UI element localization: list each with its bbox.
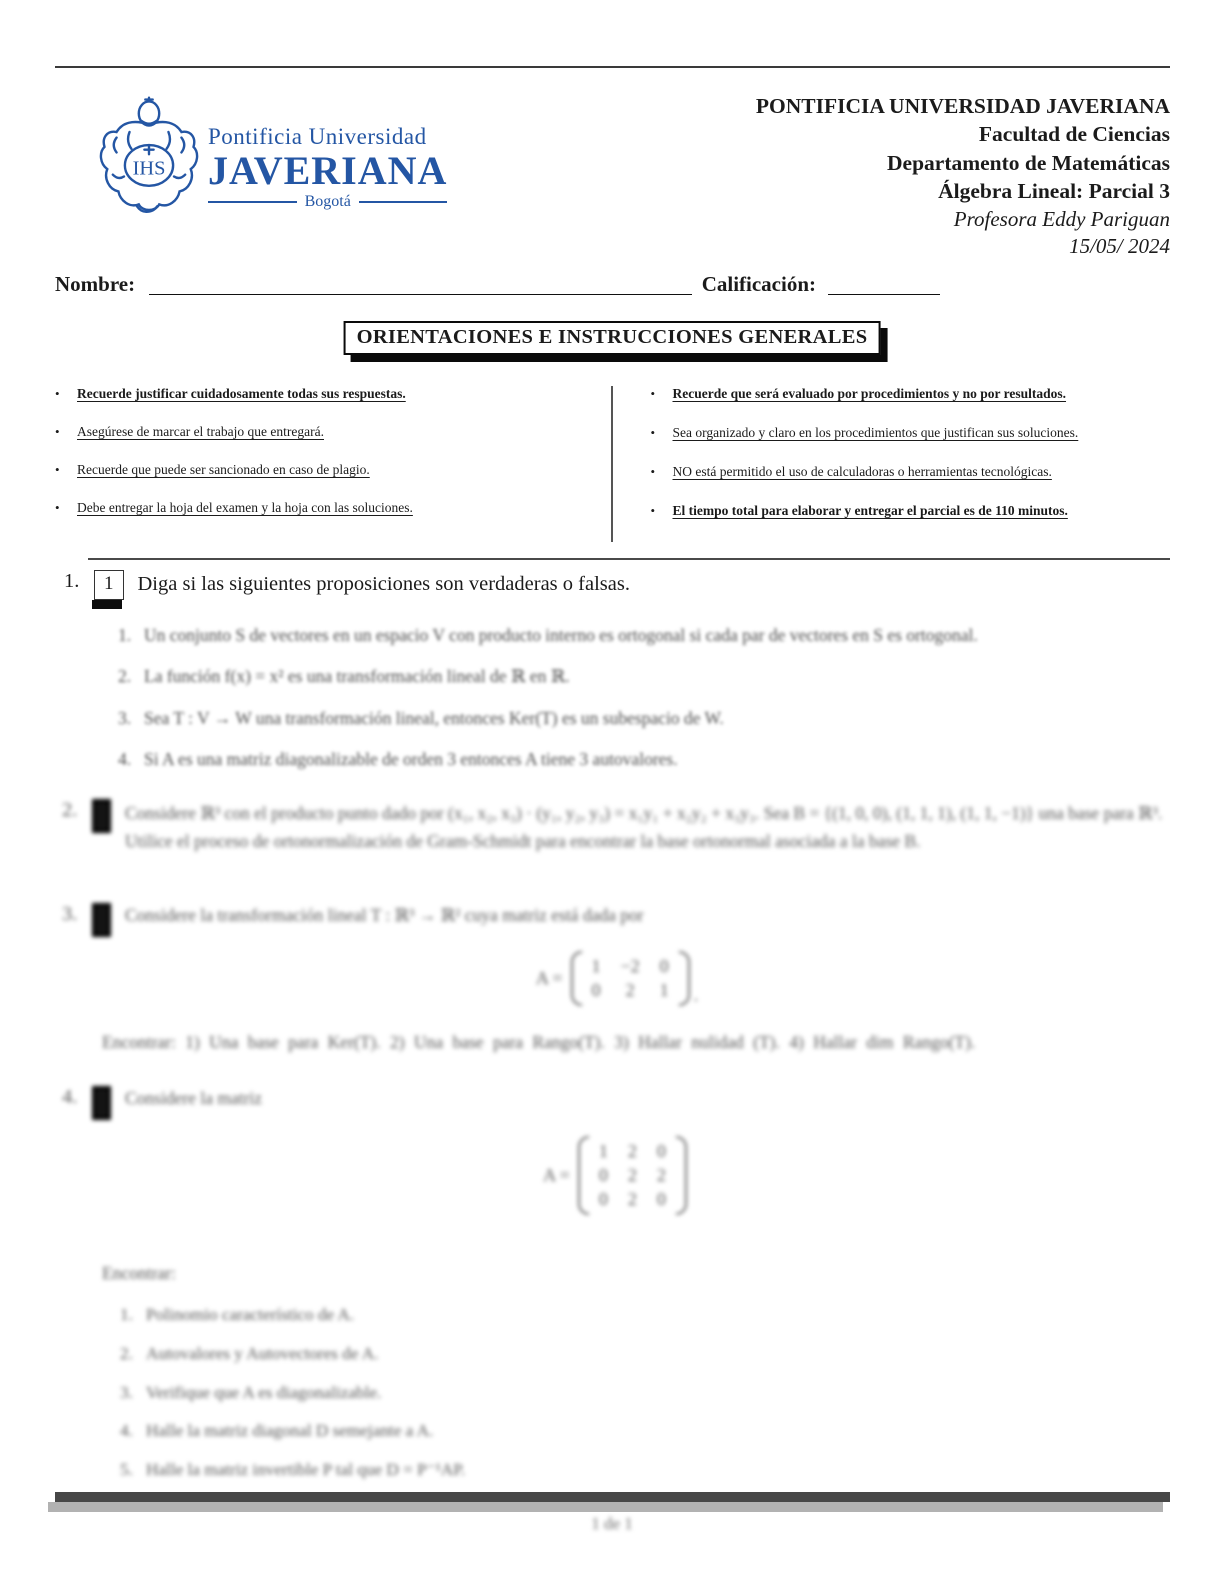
list-item [120,1380,1172,1406]
department-name: Departamento de Matemáticas [887,150,1170,175]
logo-rule-right [359,201,448,203]
matrix-cell: 0 [598,1165,608,1185]
right-paren-icon [679,951,690,1006]
item-number: 4. [118,748,132,769]
question-number: 4. [62,1086,78,1108]
list-item [118,746,1166,772]
points-box [92,799,111,833]
points-box [92,903,111,937]
instructions-right-column [613,386,1171,542]
item-number: 1. [118,625,132,645]
question-text: Considere ℝ³ con el producto punto dado por (x₁, x₂, x₃) · (y₁, y₂, y₃) = x₁y₁ + x₂y₂ + x₃y₃. Sea B = {(1, 0, 0), (1, 1, 1), (1, 1, −1)} una base para ℝ³. Utilice el proceso de ortonormalización de Gram-Schmidt para encontrar la base ortonormal asociada a la base B. [125,803,1163,852]
bullet-icon: • [55,461,60,477]
instruction-item [55,500,583,517]
question-text: Considere la transformación lineal T : ℝ³ → ℝ² cuya matriz está dada por [125,905,644,925]
matrix-cell: 0 [598,1189,608,1209]
matrix-cell: 2 [656,1165,666,1185]
item-text: La función f(x) = x² es una transformación lineal de ℝ en ℝ. [144,666,570,687]
left-paren-icon [578,1136,589,1215]
logo-city: Bogotá [304,193,351,210]
instruction-text: Asegúrese de marcar el trabajo que entregará. [77,423,324,439]
points-box [94,570,124,600]
page-number: 1 de 1 [591,1514,633,1533]
item-number: 1. [120,1305,133,1324]
list-item [120,1418,1172,1444]
instructions-section [55,386,1170,542]
question-number: 3. [62,903,78,925]
list-item [120,1302,1172,1328]
item-text: Halle la matriz diagonal D semejante a A. [146,1421,434,1441]
list-item [118,705,1166,731]
list-item [118,622,1166,648]
question-4-items [120,1302,1172,1483]
item-number: 2. [120,1343,133,1363]
header [55,88,1170,261]
item-text: Sea T : V → W una transformación lineal, entonces Ker(T) es un subespacio de W. [144,707,724,728]
bullet-icon: • [55,499,60,515]
ink-smudge [92,600,122,609]
item-text: Autovalores y Autovectores de A. [146,1343,379,1363]
instruction-text: Recuerde que será evaluado por procedimientos y no por resultados. [672,386,1067,401]
matrix-cell: 0 [591,980,601,1000]
logo-monogram: IHS [132,157,166,180]
grade-label: Calificación: [701,272,816,296]
javeriana-crest-icon [98,96,200,220]
question-number: 1. [64,570,80,592]
logo-rule-left [208,201,297,203]
right-paren-icon [676,1136,687,1215]
question-1-items [118,622,1166,787]
left-paren-icon [571,951,582,1006]
item-text: Si A es una matriz diagonalizable de orden 3 entonces A tiene 3 autovalores. [144,748,678,769]
bullet-icon: • [650,386,656,401]
matrix-label: A = [543,1165,570,1185]
item-number: 2. [118,666,132,687]
bullet-icon: • [650,463,656,479]
instruction-text: NO está permitido el uso de calculadoras o herramientas tecnológicas. [672,463,1052,479]
name-blank-line [149,270,692,295]
exam-date: 15/05/ 2024 [1069,234,1170,259]
question-number: 2. [62,799,78,821]
matrix-cell: 2 [627,1189,637,1209]
section-divider-rule [88,558,1170,560]
question-4-find-label: Encontrar: [102,1263,176,1283]
matrix-cell: 0 [656,1189,666,1209]
footer-bar-shadow [48,1502,1163,1512]
instructions-title: ORIENTACIONES E INSTRUCCIONES GENERALES [356,326,868,348]
question-2 [62,799,1172,856]
matrix-A [62,951,1172,1006]
list-item [120,1457,1172,1483]
instruction-text: El tiempo total para elaborar y entregar el parcial es de 110 minutos. [672,502,1068,518]
instruction-item [651,425,1171,442]
instruction-item [651,503,1171,520]
bullet-icon: • [55,423,60,439]
instruction-text: Recuerde que puede ser sancionado en caso de plagio. [77,461,370,477]
question-text: Considere la matriz [125,1088,263,1108]
matrix-cell: 1 [659,980,669,1000]
instruction-item [55,386,583,403]
course-title: Álgebra Lineal: Parcial 3 [938,179,1170,204]
logo-line3 [208,193,447,211]
logo-line1: Pontificia Universidad [208,124,427,149]
matrix-cell: 0 [656,1141,666,1161]
matrix-cell: 2 [627,1141,637,1161]
points-value: 1 [104,573,114,594]
faculty-name: Facultad de Ciencias [978,122,1170,147]
matrix-cell: 2 [627,1165,637,1185]
matrix-cell: 1 [598,1141,608,1161]
grade-blank-line [828,270,940,295]
matrix-A [62,1136,1172,1215]
list-item [120,1341,1172,1367]
question-4 [62,1086,1172,1496]
professor-name: Profesora Eddy Pariguan [953,206,1170,231]
bullet-icon: • [55,386,60,401]
list-item [118,663,1166,689]
question-3-tasks: Encontrar: 1) Una base para Ker(T). 2) Una base para Rango(T). 3) Hallar nulidad (T). 4) Hallar dim Rango(T). [102,1032,976,1052]
name-label: Nombre: [55,272,136,296]
institution-name: PONTIFICIA UNIVERSIDAD JAVERIANA [755,94,1170,118]
item-number: 4. [120,1421,133,1441]
matrix-label: A = [535,968,563,988]
instruction-text: Debe entregar la hoja del examen y la hoja con las soluciones. [77,499,413,515]
top-rule [55,66,1170,68]
university-logo [98,96,447,261]
item-text: Halle la matriz invertible P tal que D = P⁻¹AP. [146,1460,466,1480]
instructions-title-box [344,321,881,355]
logo-line2: JAVERIANA [208,148,448,193]
item-text: Un conjunto S de vectores en un espacio V con producto interno es ortogonal si cada par de vectores en S es ortogonal. [144,625,978,645]
bullet-icon: • [650,424,656,440]
points-box [92,1086,111,1120]
item-text: Polinomio característico de A. [146,1305,355,1324]
logo-text [208,124,447,211]
instructions-left-column [55,386,613,542]
matrix-cell: 0 [659,956,669,976]
footer-bar-dark [55,1492,1170,1502]
item-text: Verifique que A es diagonalizable. [146,1382,382,1402]
matrix-cell: −2 [620,956,640,976]
instruction-text: Recuerde justificar cuidadosamente todas sus respuestas. [77,386,406,401]
instruction-text: Sea organizado y claro en los procedimientos que justifican sus soluciones. [672,424,1079,440]
instruction-item [651,464,1171,481]
footer-bar [55,1492,1170,1512]
bullet-icon: • [650,502,656,518]
item-number: 3. [118,707,132,728]
question-text: Diga si las siguientes proposiciones son verdaderas o falsas. [137,573,630,595]
instruction-item [55,462,583,479]
name-grade-row [55,270,940,297]
item-number: 5. [120,1460,133,1480]
header-info [756,92,1170,261]
instruction-item [55,424,583,441]
instruction-item [651,386,1171,403]
question-3 [62,903,1172,1056]
item-number: 3. [120,1382,133,1402]
question-1 [64,570,1174,600]
matrix-cell: 2 [625,980,635,1000]
matrix-suffix: . [693,985,699,1005]
matrix-cell: 1 [591,956,601,976]
